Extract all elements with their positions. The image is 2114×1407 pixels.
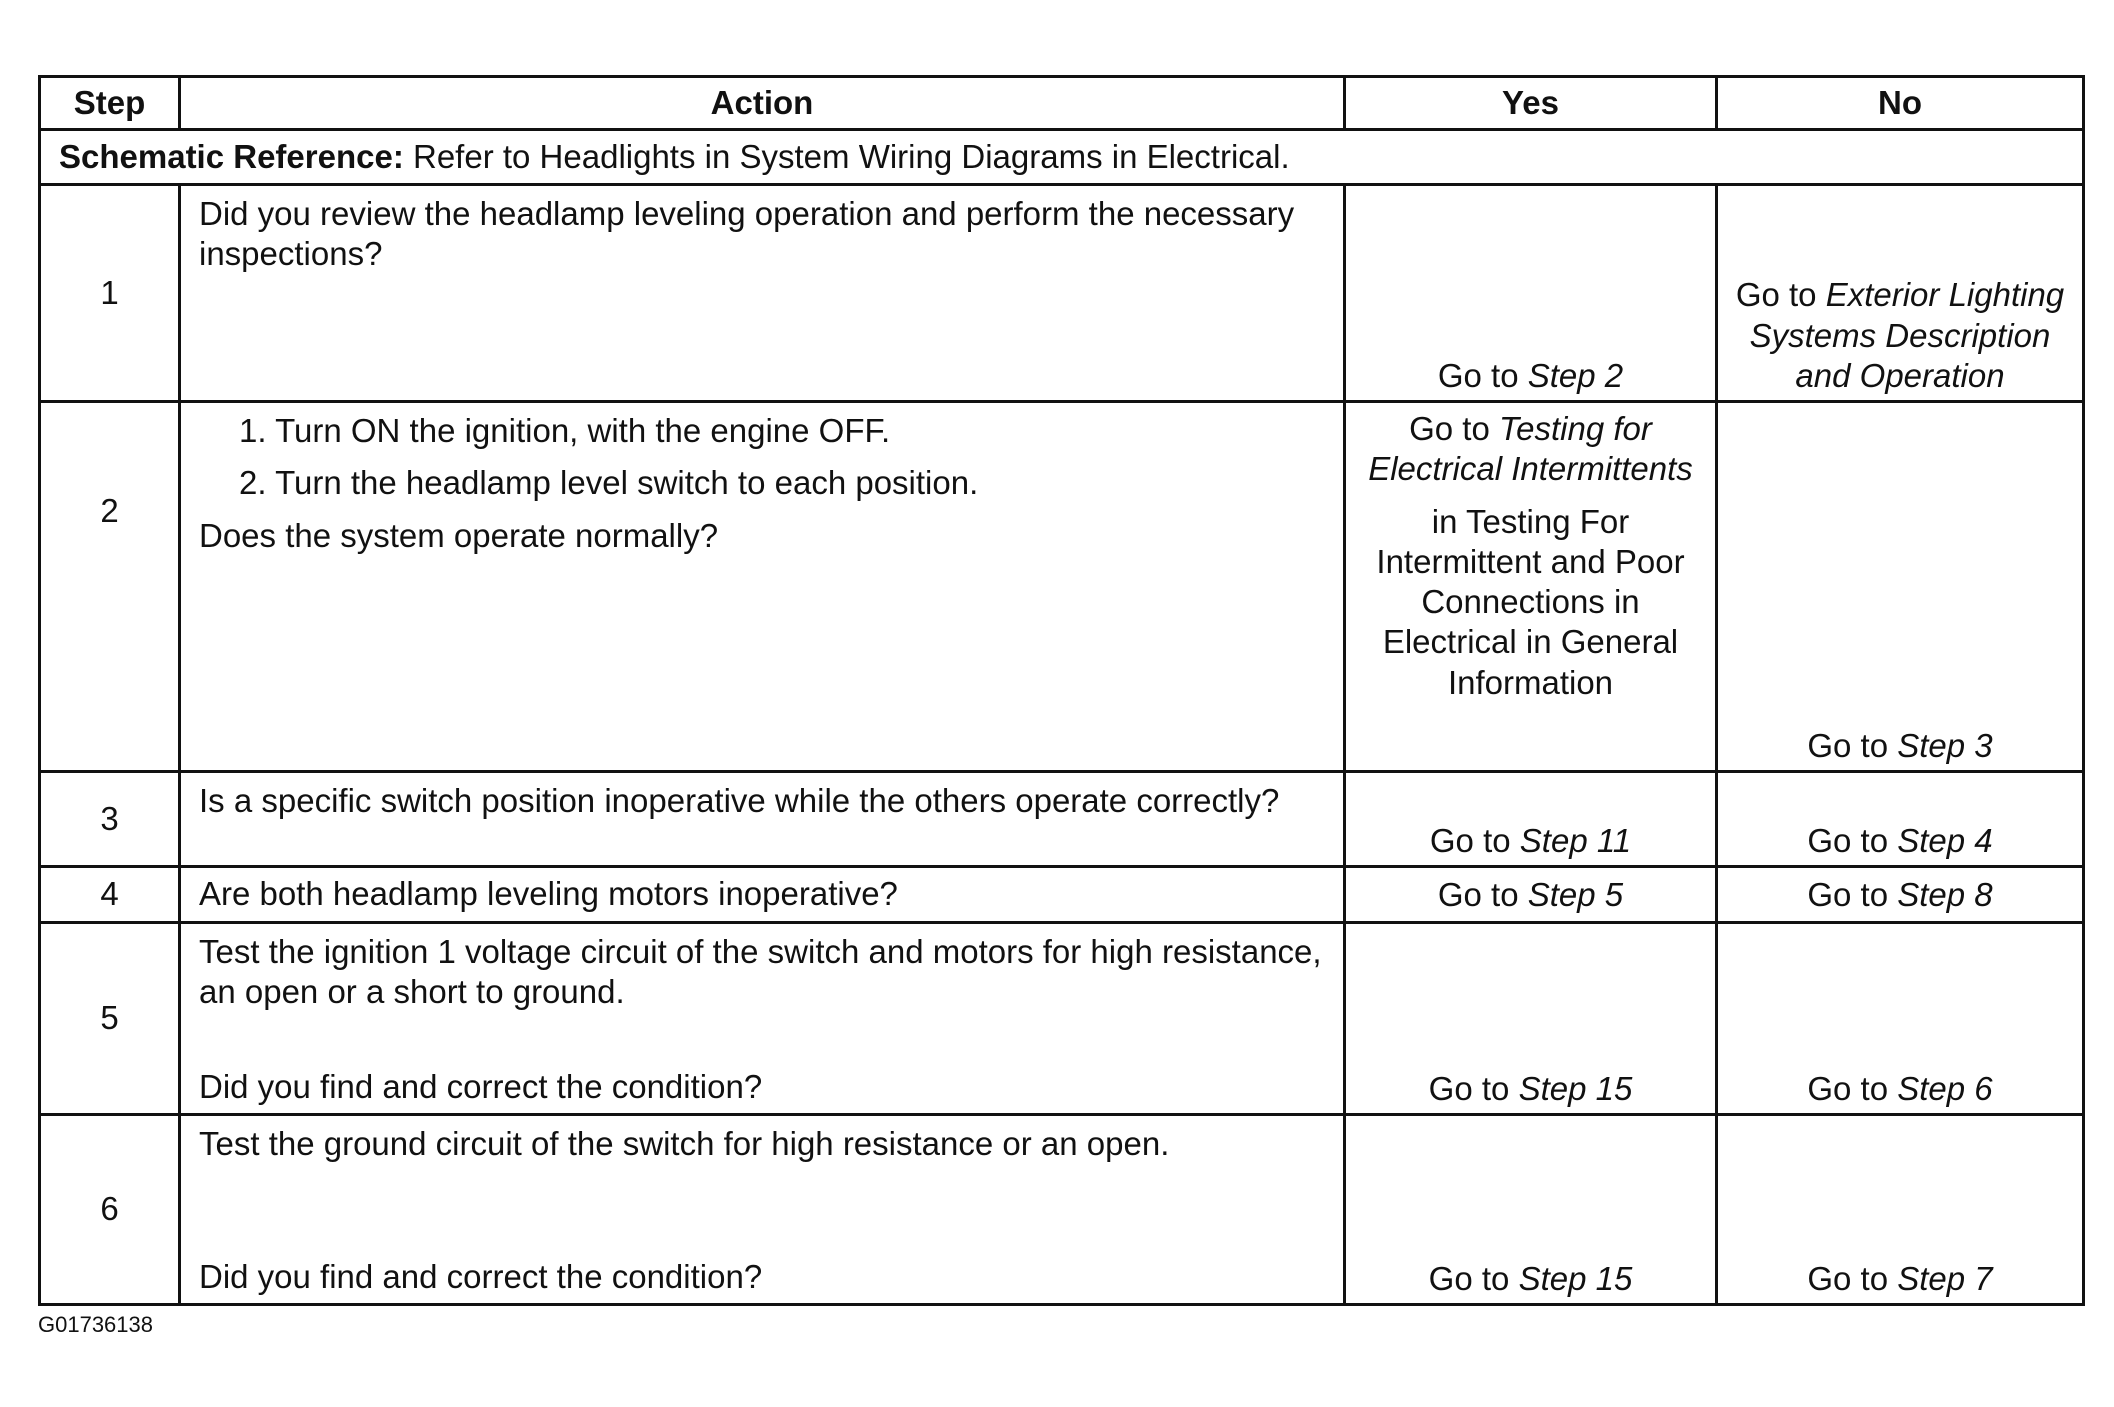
step-number: 5 xyxy=(40,923,180,1115)
yes-prefix: Go to xyxy=(1428,1069,1519,1107)
yes-prefix: Go to xyxy=(1437,876,1528,914)
yes-link: Testing for Electrical Intermittents xyxy=(1368,410,1693,488)
action-text: Are both headlamp leveling motors inoperative? xyxy=(199,875,898,913)
no-cell xyxy=(1717,923,2084,1115)
no-prefix: Go to xyxy=(1735,276,1826,314)
list-item: 2. Turn the headlamp level switch to each position. xyxy=(239,464,979,502)
action-cell xyxy=(180,1114,1345,1305)
action-text: Test the ignition 1 voltage circuit of the switch and motors for high resistance, an open or a short to ground. xyxy=(199,933,1322,1011)
figure-id: G01736138 xyxy=(38,1312,153,1337)
yes-link: Step 15 xyxy=(1518,1069,1633,1107)
action-text: Is a specific switch position inoperative while the others operate correctly? xyxy=(199,782,1280,819)
yes-prefix: Go to xyxy=(1428,1260,1519,1297)
diagnostic-table xyxy=(38,75,2085,1306)
no-cell xyxy=(1717,402,2084,772)
action-cell xyxy=(180,867,1345,923)
action-steps-list xyxy=(199,411,1327,504)
action-cell xyxy=(180,923,1345,1115)
yes-cell xyxy=(1345,867,1717,923)
yes-cell xyxy=(1345,923,1717,1115)
table-row xyxy=(40,923,2084,1115)
list-item: 1. Turn ON the ignition, with the engine OFF. xyxy=(239,412,891,449)
step-number: 1 xyxy=(40,185,180,402)
no-cell xyxy=(1717,772,2084,867)
schematic-row xyxy=(40,130,2084,185)
action-text: Test the ground circuit of the switch for high resistance or an open. xyxy=(199,1124,1170,1162)
step-number: 2 xyxy=(40,402,180,772)
action-text: Did you review the headlamp leveling operation and perform the necessary inspections? xyxy=(199,195,1295,273)
action-question: Did you find and correct the condition? xyxy=(199,1258,763,1295)
schematic-text: Refer to Headlights in System Wiring Diagrams in Electrical. xyxy=(403,137,1290,175)
action-cell xyxy=(180,402,1345,772)
yes-cell xyxy=(1345,1114,1717,1305)
schematic-label: Schematic Reference: xyxy=(59,137,404,175)
header-no: No xyxy=(1717,77,2084,130)
no-prefix: Go to xyxy=(1807,876,1898,914)
table-row xyxy=(40,867,2084,923)
action-question: Did you find and correct the condition? xyxy=(199,1067,763,1105)
table-row xyxy=(40,402,2084,772)
yes-link-para xyxy=(1356,409,1705,490)
table-row xyxy=(40,1114,2084,1305)
yes-cell xyxy=(1345,772,1717,867)
yes-link: Step 2 xyxy=(1527,356,1624,394)
step-number: 6 xyxy=(40,1114,180,1305)
yes-cell xyxy=(1345,402,1717,772)
no-prefix: Go to xyxy=(1807,1260,1898,1297)
action-question: Does the system operate normally? xyxy=(199,516,719,554)
no-link: Step 3 xyxy=(1897,726,1993,764)
header-step: Step xyxy=(40,77,180,130)
table-row xyxy=(40,185,2084,402)
action-cell xyxy=(180,185,1345,402)
no-prefix: Go to xyxy=(1807,821,1898,859)
yes-suffix: in Testing For Intermittent and Poor Connections in Electrical in General Information xyxy=(1376,502,1685,701)
no-cell xyxy=(1717,185,2084,402)
no-cell xyxy=(1717,867,2084,923)
yes-prefix: Go to xyxy=(1409,410,1499,447)
yes-prefix: Go to xyxy=(1429,821,1520,859)
no-link: Exterior Lighting Systems Description and Operation xyxy=(1749,276,2065,394)
yes-link: Step 15 xyxy=(1518,1260,1633,1297)
no-link: Step 8 xyxy=(1897,876,1993,914)
table-row xyxy=(40,772,2084,867)
no-link: Step 4 xyxy=(1897,821,1993,859)
yes-link: Step 11 xyxy=(1519,821,1632,859)
header-yes: Yes xyxy=(1345,77,1717,130)
yes-cell xyxy=(1345,185,1717,402)
no-cell xyxy=(1717,1114,2084,1305)
no-prefix: Go to xyxy=(1807,1069,1898,1107)
header-action: Action xyxy=(180,77,1345,130)
schematic-reference xyxy=(40,130,2084,185)
step-number: 4 xyxy=(40,867,180,923)
action-cell xyxy=(180,772,1345,867)
yes-link: Step 5 xyxy=(1527,876,1624,914)
yes-prefix: Go to xyxy=(1437,356,1528,394)
no-link: Step 7 xyxy=(1897,1260,1993,1297)
no-link: Step 6 xyxy=(1897,1069,1993,1107)
header-row xyxy=(40,77,2084,130)
step-number: 3 xyxy=(40,772,180,867)
no-prefix: Go to xyxy=(1807,726,1898,764)
